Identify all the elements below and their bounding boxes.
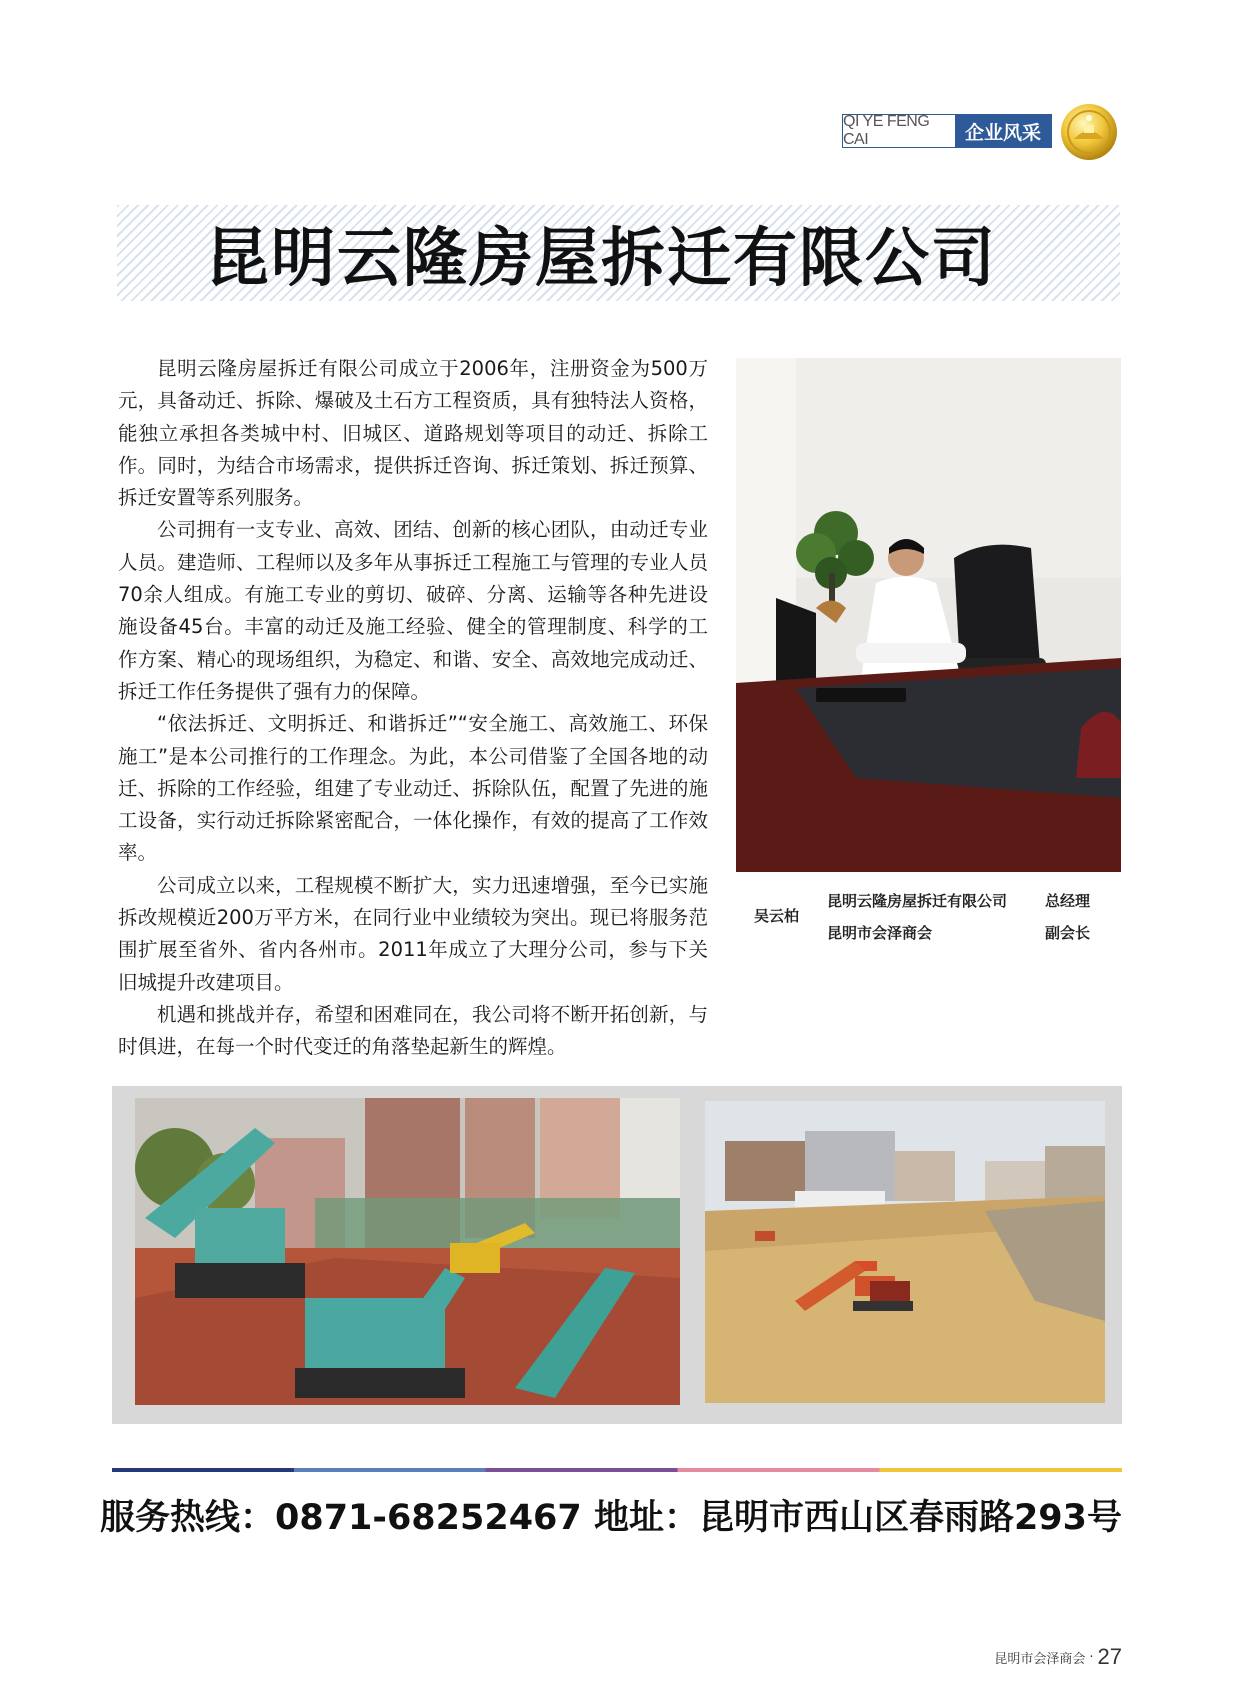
page-footer xyxy=(994,1644,1122,1670)
page-number: 27 xyxy=(1097,1644,1122,1669)
caption-role-1: 总经理 xyxy=(1045,892,1091,910)
publication-name: 昆明市会泽商会 xyxy=(994,1651,1086,1667)
excavator-photo xyxy=(135,1098,680,1405)
section-label-en: QI YE FENG CAI xyxy=(843,115,955,147)
caption-name: 吴云柏 xyxy=(754,907,800,925)
service-hotline: 服务热线：0871-68252467 xyxy=(100,1498,582,1538)
paragraph: 公司成立以来，工程规模不断扩大，实力迅速增强，至今已实施拆改规模近200万平方米，在同行业中业绩较为突出。现已将服务范围扩展至省外、省内各州市。2011年成立了大理分公司，参与下关旧城提升改建项目。 xyxy=(118,873,708,994)
paragraph: 昆明云隆房屋拆迁有限公司成立于2006年，注册资金为500万元，具备动迁、拆除、爆破及土石方工程资质，具有独特法人资格，能独立承担各类城中村、旧城区、道路规划等项目的动迁、拆除工作。同时，为结合市场需求，提供拆迁咨询、拆迁策划、拆迁预算、拆迁安置等系列服务。 xyxy=(118,357,708,510)
color-divider xyxy=(112,1468,1122,1472)
caption-role-2: 副会长 xyxy=(1045,924,1091,942)
separator: · xyxy=(1089,1649,1094,1665)
caption-org-2: 昆明市会泽商会 xyxy=(827,924,933,942)
address: 地址：昆明市西山区春雨路293号 xyxy=(593,1498,1122,1538)
gold-emblem-icon xyxy=(1060,103,1118,161)
section-label-cn: 企业风采 xyxy=(955,115,1051,147)
paragraph: 公司拥有一支专业、高效、团结、创新的核心团队，由动迁专业人员。建造师、工程师以及多年从事拆迁工程施工与管理的专业人员70余人组成。有施工专业的剪切、破碎、分离、运输等各种先进设施设备45台。丰富的动迁及施工经验、健全的管理制度、科学的工作方案、精心的现场组织，为稳定、和谐、安全、高效地完成动迁、拆迁工作任务提供了强有力的保障。 xyxy=(118,518,708,703)
paragraph: 机遇和挑战并存，希望和困难同在，我公司将不断开拓创新，与时俱进，在每一个时代变迁的角落垫起新生的辉煌。 xyxy=(118,1002,708,1059)
paragraph: “依法拆迁、文明拆迁、和谐拆迁”“安全施工、高效施工、环保施工”是本公司推行的工作理念。为此，本公司借鉴了全国各地的动迁、拆除的工作经验，组建了专业动迁、拆除队伍，配置了先进的施工设备，实行动迁拆除紧密配合，一体化操作，有效的提高了工作效率。 xyxy=(118,712,708,865)
portrait-photo xyxy=(736,358,1121,872)
demolition-site-photo xyxy=(705,1101,1105,1403)
page-title: 昆明云隆房屋拆迁有限公司 xyxy=(205,221,997,296)
article-body xyxy=(118,353,708,1064)
caption-org-1: 昆明云隆房屋拆迁有限公司 xyxy=(827,892,1008,910)
section-label xyxy=(842,114,1052,148)
